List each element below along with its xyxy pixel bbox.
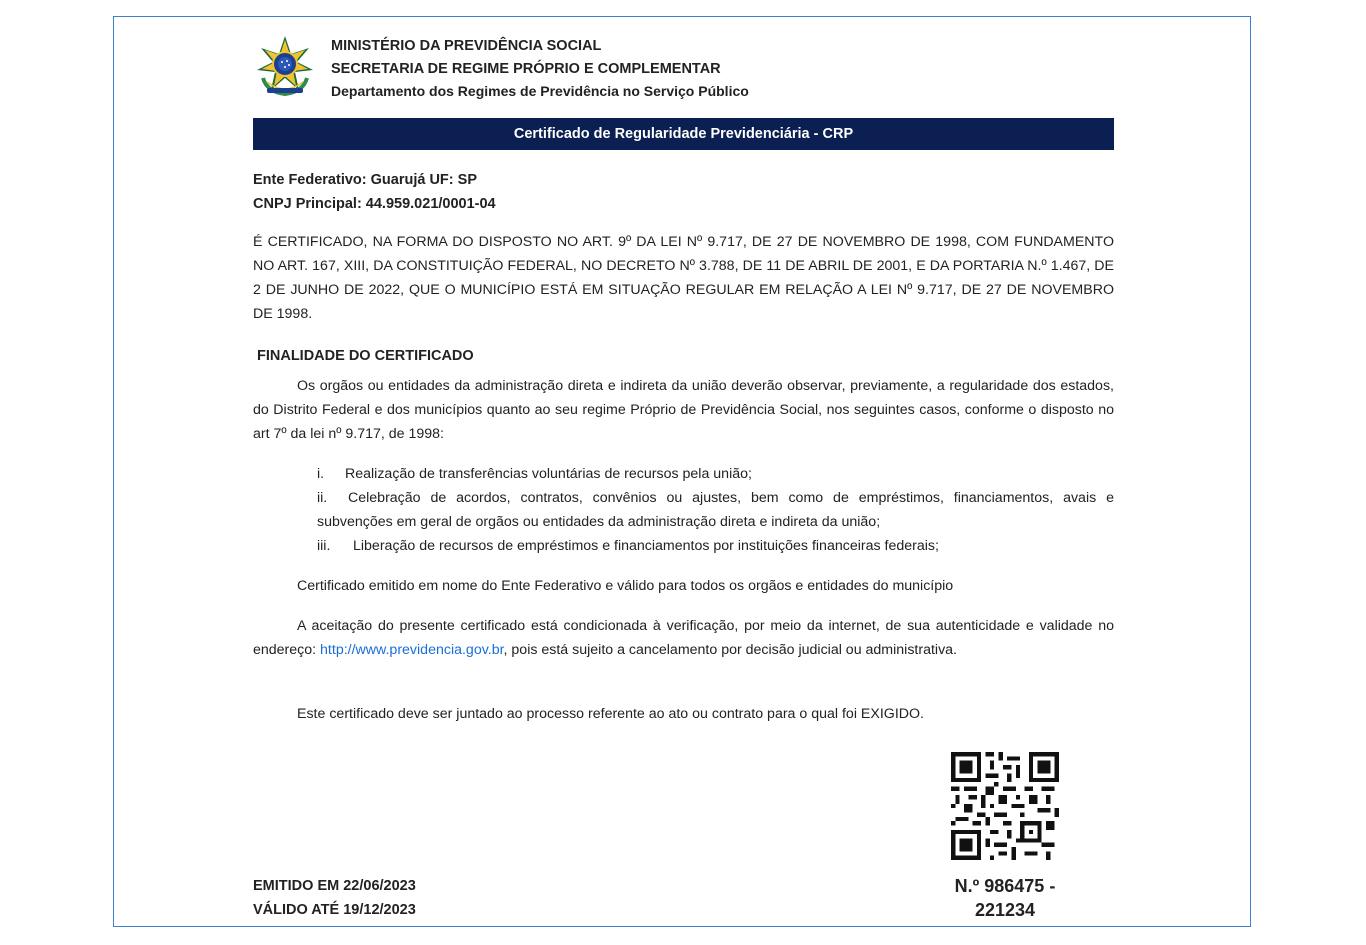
juntado-statement: Este certificado deve ser juntado ao processo referente ao ato ou contrato para o qual foi EXIGIDO. [297,706,924,722]
finalidade-list [317,462,1114,558]
list-item-number: ii. [317,490,328,506]
list-item [317,534,1114,558]
department-name: Departamento dos Regimes de Previdência no Serviço Público [331,83,749,99]
finalidade-heading: FINALIDADE DO CERTIFICADO [257,348,474,364]
aceitacao-text-after: , pois está sujeito a cancelamento por decisão judicial ou administrativa. [503,642,957,658]
certification-statement: É CERTIFICADO, NA FORMA DO DISPOSTO NO ART. 9º DA LEI Nº 9.717, DE 27 DE NOVEMBRO DE 1998, COM FUNDAMENTO NO ART. 167, XIII, DA CONSTITUIÇÃO FEDERAL, NO DECRETO Nº 3.788, DE 11 DE ABRIL DE 2001, E DA PORTARIA N.º 1.467, DE 2 DE JUNHO DE 2022, QUE O MUNICÍPIO ESTÁ EM SITUAÇÃO REGULAR EM RELAÇÃO A LEI Nº 9.717, DE 27 DE NOVEMBRO DE 1998. [253,234,1114,322]
certificate-header [253,28,1114,104]
list-item [317,462,1114,486]
certificate-number-line1: N.º 986475 - [954,876,1056,896]
cnpj-principal: CNPJ Principal: 44.959.021/0001-04 [253,196,496,212]
qr-code-icon [951,752,1059,860]
list-item-text: Liberação de recursos de empréstimos e financiamentos por instituições financeiras federais; [353,538,939,554]
certificate-number-line2: 221234 [974,900,1036,920]
secretariat-name: SECRETARIA DE REGIME PRÓPRIO E COMPLEMENTAR [331,60,721,77]
valido-ate: VÁLIDO ATÉ 19/12/2023 [253,902,416,918]
certificate-title-bar [253,118,1114,150]
certificate-number [925,874,1085,922]
list-item-text: Realização de transferências voluntárias de recursos pela união; [345,466,752,482]
previdencia-link[interactable]: http://www.previdencia.gov.br [320,642,504,658]
list-item-number: i. [317,466,325,482]
list-item-number: iii. [317,538,331,554]
ente-info [253,168,496,216]
aceitacao-paragraph [253,614,1114,662]
list-item-text: Celebração de acordos, contratos, convênios ou ajustes, bem como de empréstimos, financiamentos, avais e subvenções em geral de orgãos ou entidades da administração direta e indireta da união; [317,490,1114,530]
emitido-em: EMITIDO EM 22/06/2023 [253,878,416,894]
ministry-name: MINISTÉRIO DA PREVIDÊNCIA SOCIAL [331,38,602,54]
certificate-content [253,28,1114,920]
aceitacao-text-before: A aceitação do presente certificado está condicionada à verificação, por meio da internet, de sua autenticidade e validade no endereço: [253,618,1114,658]
certificate-title: Certificado de Regularidade Previdenciária - CRP [513,126,854,142]
ente-federativo: Ente Federativo: Guarujá UF: SP [253,172,477,188]
finalidade-paragraph: Os orgãos ou entidades da administração direta e indireta da união deverão observar, previamente, a regularidade dos estados, do Distrito Federal e dos municípios quanto ao seu regime Próprio de Previdência Social, nos seguintes casos, conforme o disposto no art 7º da lei nº 9.717, de 1998: [253,378,1114,442]
validity-dates [253,874,416,922]
list-item [317,486,1114,534]
ministry-header-text [331,35,749,103]
brazil-coat-of-arms-icon [253,34,317,98]
emitido-nome-statement: Certificado emitido em nome do Ente Federativo e válido para todos os orgãos e entidades do município [297,578,954,594]
